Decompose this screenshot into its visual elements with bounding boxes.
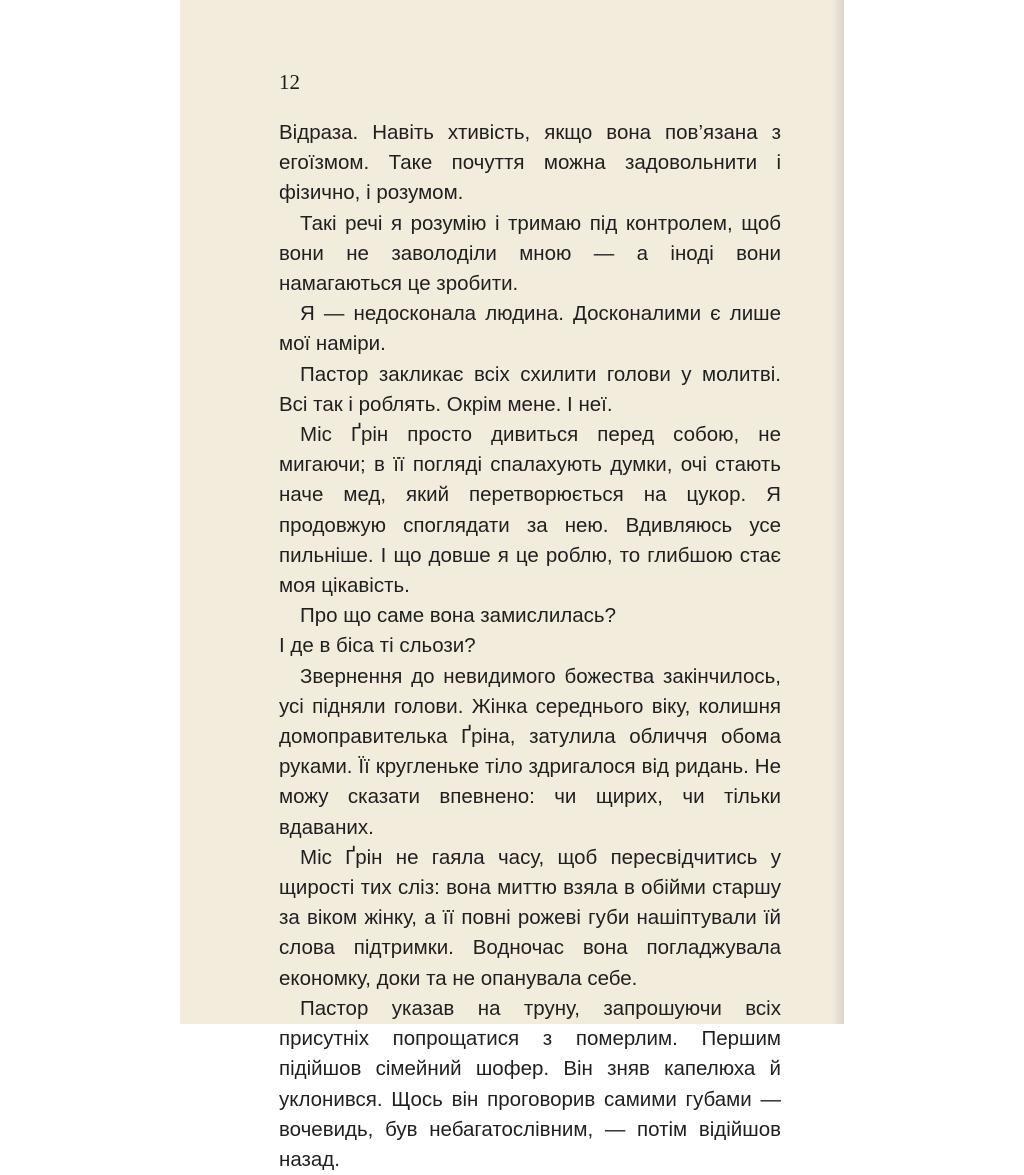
paragraph: І де в біса ті сльози? xyxy=(279,634,476,658)
paragraph: Про що саме вона замислилась? xyxy=(300,604,616,628)
paragraph: Пастор закликає всіх схилити голови у молитві. Всі так і роблять. Окрім мене. І неї. xyxy=(279,362,781,416)
paragraph: Такі речі я розумію і тримаю під контролем, щоб вони не заволоділи мною — а іноді вони намагаються це зробити. xyxy=(279,211,781,296)
paragraph: Я — недосконала людина. Досконалими є лише мої наміри. xyxy=(279,302,781,356)
paragraph: Міс Ґрін просто дивиться перед собою, не мигаючи; в її погляді спалахують думки, очі стають наче мед, який перетворюється на цукор. Я продовжую споглядати за нею. Вдивляюсь усе пильніше. І що довше я це роблю, то глибшою стає моя цікавість. xyxy=(279,423,781,598)
paragraph: Пастор указав на труну, запрошуючи всіх присутніх попрощатися з померлим. Першим підійшов сімейний шофер. Він зняв капелюха й уклонився. Щось він проговорив самими губами — вочевидь, був небагатослівним, — потім відійшов назад. xyxy=(279,996,781,1171)
page-number: 12 xyxy=(279,70,300,94)
body-text xyxy=(279,118,781,1175)
paragraph: Міс Ґрін не гаяла часу, щоб пересвідчитись у щирості тих сліз: вона миттю взяла в обійми старшу за віком жінку, а її повні рожеві губи нашіптували їй слова підтримки. Водночас вона погладжувала економку, доки та не опанувала себе. xyxy=(279,845,781,990)
paragraph: Звернення до невидимого божества закінчилось, усі підняли голови. Жінка середнього віку, колишня домоправителька Ґріна, затулила обличчя обома руками. Її кругленьке тіло здригалося від ридань. Не можу сказати впевнено: чи щирих, чи тільки вдаваних. xyxy=(279,664,781,839)
paragraph: Відраза. Навіть хтивість, якщо вона пов’язана з егоїзмом. Таке почуття можна задовольнити і фізично, і розумом. xyxy=(279,121,781,205)
page-gutter-shadow xyxy=(832,0,844,1024)
